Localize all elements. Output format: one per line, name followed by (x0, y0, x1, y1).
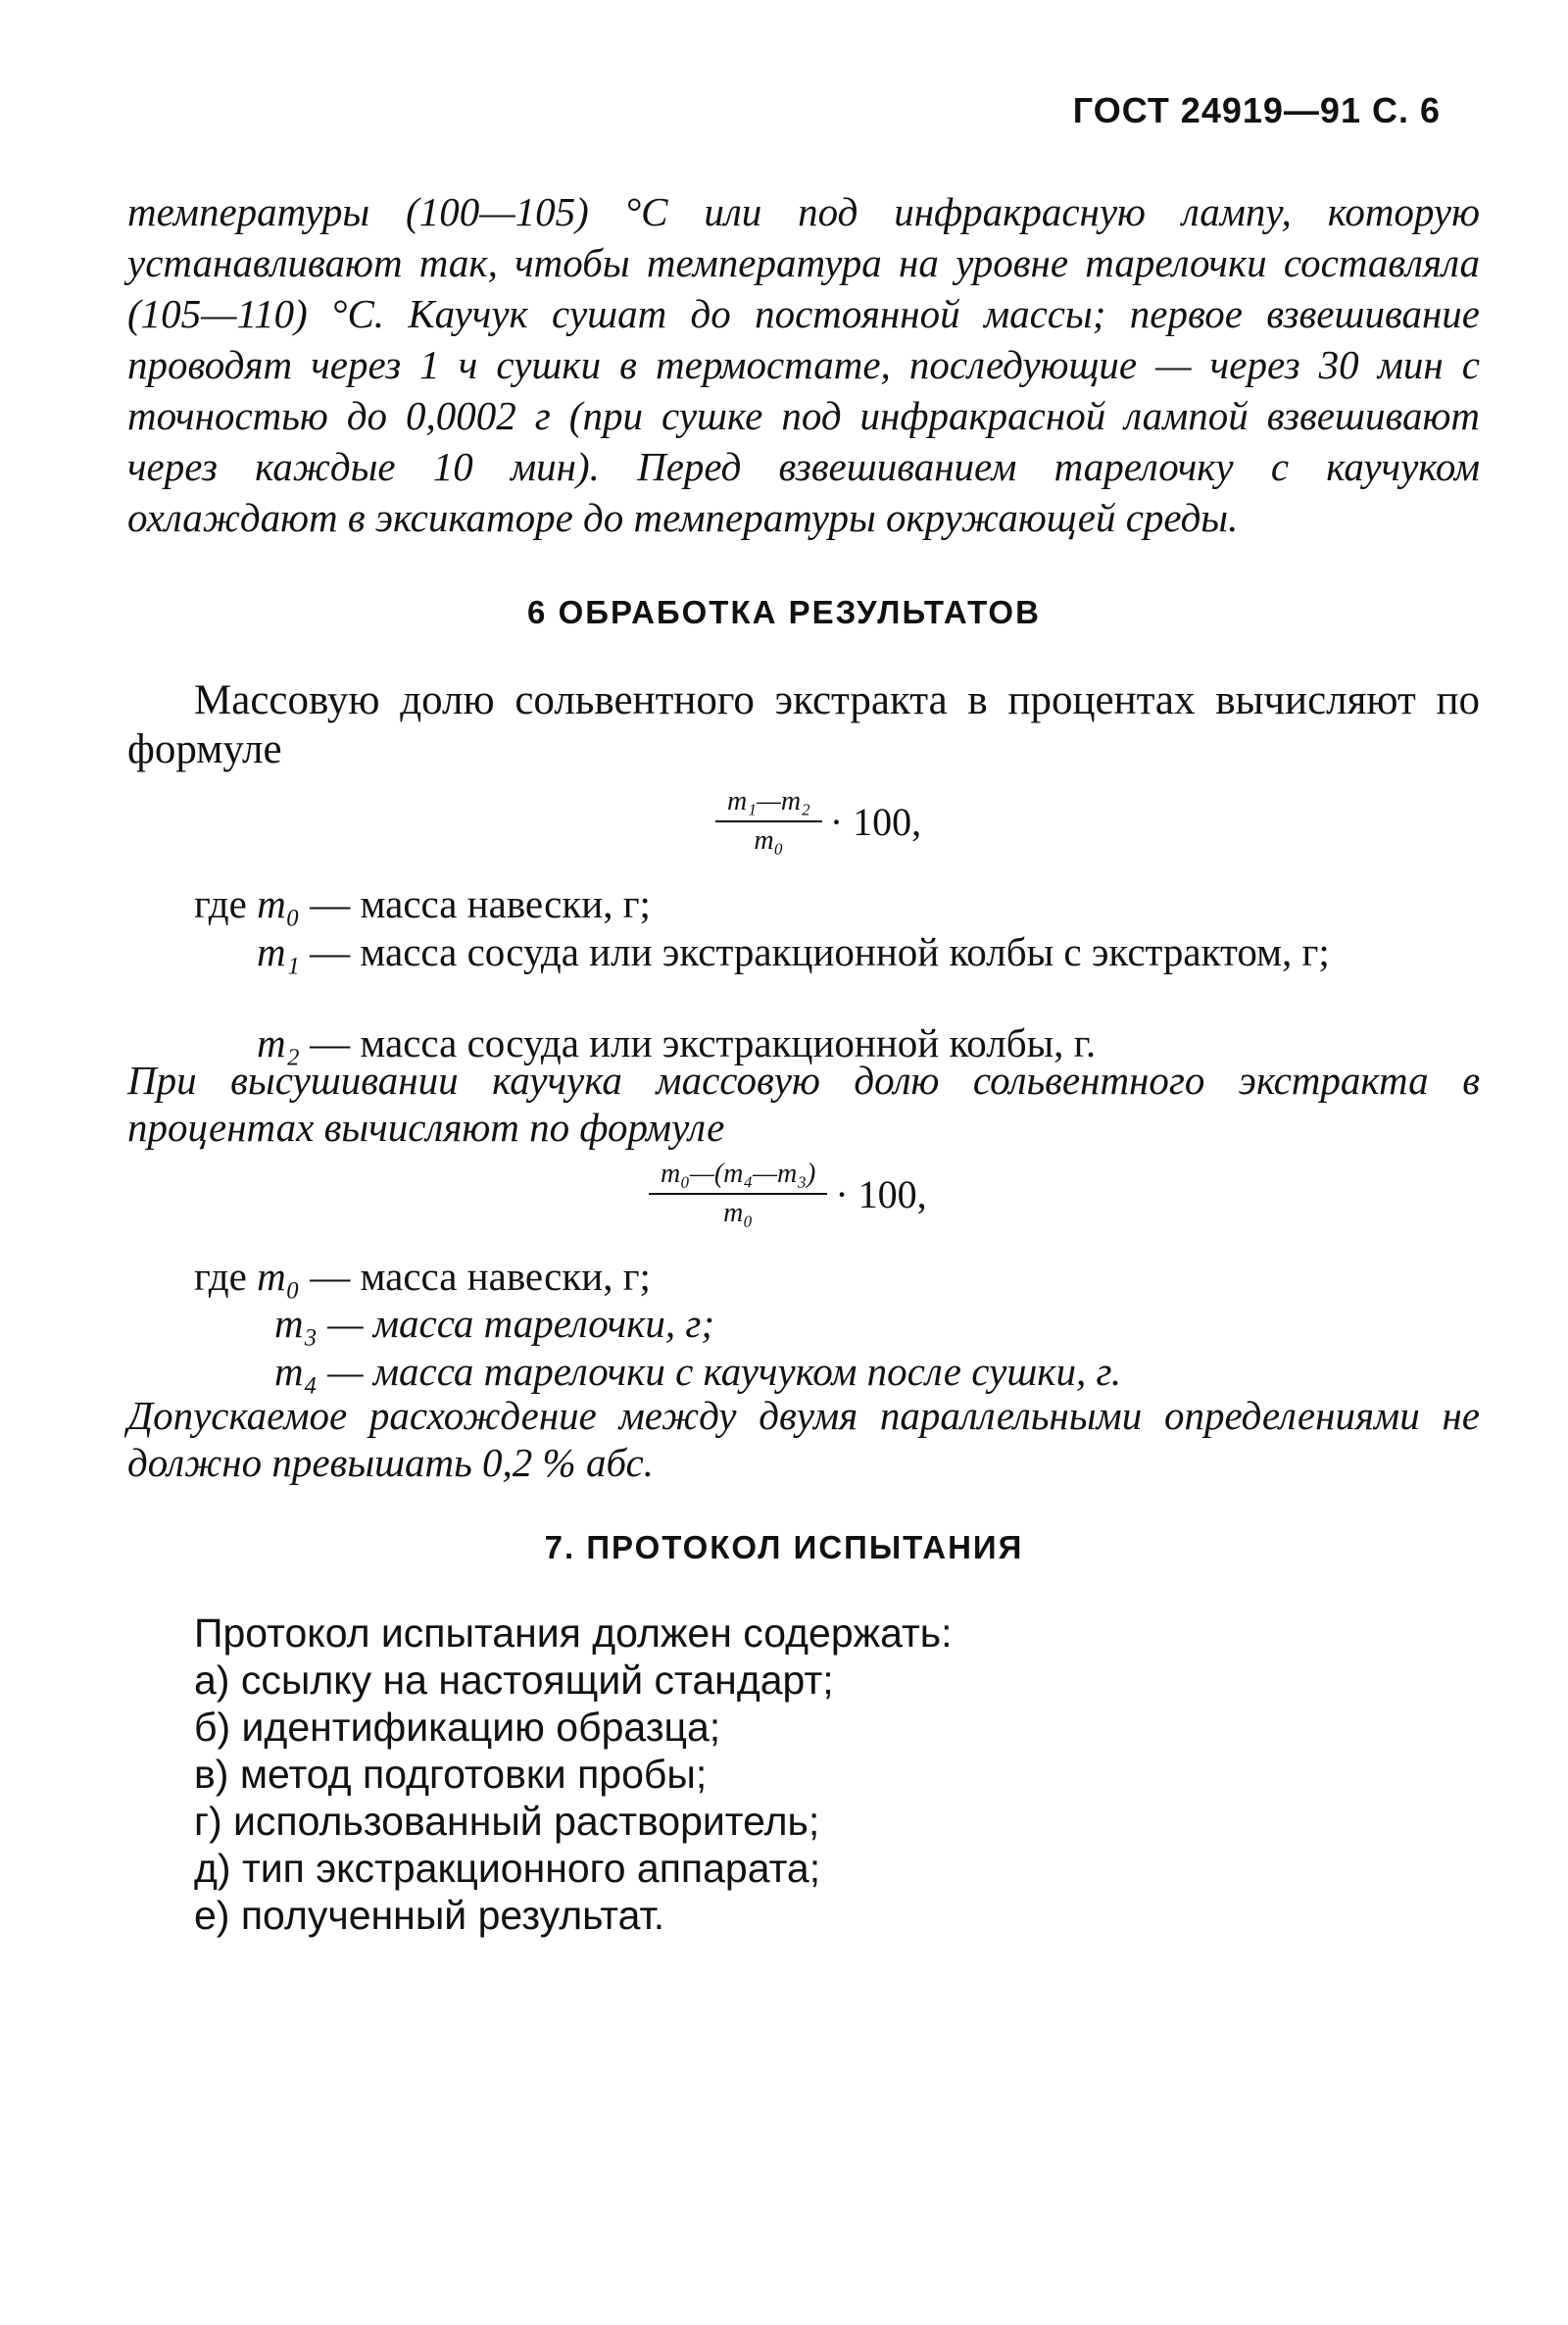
var-m1: m₁ (257, 929, 300, 974)
section-7-heading: 7. ПРОТОКОЛ ИСПЫТАНИЯ (544, 1529, 1024, 1565)
def-m1: — масса сосуда или экстракционной колбы с экстрактом, г; (299, 929, 1330, 974)
where-2-m3 (274, 1300, 714, 1347)
var-m3: m₃ (274, 1301, 318, 1346)
section-6-paragraph-2: При высушивании каучука массовую долю сольвентного экстракта в процентах вычисляют по формуле (127, 1058, 1480, 1150)
var-m4: m₄ (274, 1349, 318, 1394)
formula-1-numerator: m₁—m₂ (715, 786, 822, 822)
formula-1-fraction (715, 786, 822, 857)
list-item: е) полученный результат. (194, 1893, 665, 1938)
def-m0-2: — масса навески, г; (299, 1254, 651, 1299)
protocol-list (194, 1609, 953, 1939)
where-1-lead: где (194, 881, 247, 926)
where-1-m0 (194, 880, 651, 927)
formula-1-multiplier: · 100, (829, 799, 922, 844)
var-m0-2: m₀ (257, 1254, 300, 1299)
list-item: г) использованный растворитель; (194, 1799, 820, 1844)
def-m2: — масса сосуда или экстракционной колбы, г. (299, 1020, 1097, 1065)
section-6-paragraph-3: Допускаемое расхождение между двумя параллельными определениями не должно превышать 0,2 % абс. (127, 1393, 1480, 1485)
list-item: б) идентификацию образца; (194, 1705, 721, 1750)
formula-2-denominator: m₀ (723, 1198, 754, 1228)
formula-2-multiplier: · 100, (835, 1171, 927, 1216)
formula-1-denominator: m₀ (754, 825, 784, 856)
def-m0: — масса навески, г; (299, 881, 651, 926)
where-2-m0 (194, 1253, 651, 1300)
formula-2-fraction (649, 1159, 827, 1229)
formula-2 (649, 1159, 927, 1229)
def-m3: — масса тарелочки, г; (317, 1301, 715, 1346)
where-2-lead: где (194, 1254, 247, 1299)
list-item: д) тип экстракционного аппарата; (194, 1846, 821, 1891)
section-6-paragraph-1: Массовую долю сольвентного экстракта в процентах вычисляют по формуле (127, 677, 1480, 772)
var-m2: m₂ (257, 1020, 300, 1065)
intro-paragraph: температуры (100—105) °С или под инфракрасную лампу, которую устанавливают так, чтобы температура на уровне тарелочки составляла (105—110) °С. Каучук сушат до постоянной массы; первое взвешивание проводят через 1 ч сушки в термостате, последующие — через 30 мин с точностью до 0,0002 г (при сушке под инфракрасной лампой взвешивают через каждые 10 мин). Перед взвешиванием тарелочку с каучуком охлаждают в эксикаторе до температуры окружающей среды. (127, 189, 1480, 540)
page-header: ГОСТ 24919—91 С. 6 (1072, 90, 1441, 130)
protocol-intro: Протокол испытания должен содержать: (194, 1610, 953, 1656)
var-m0: m₀ (257, 881, 300, 926)
where-1-m1 (257, 928, 1482, 975)
def-m4: — масса тарелочки с каучуком после сушки, г. (317, 1349, 1122, 1394)
formula-2-numerator: m₀—(m₄—m₃) (649, 1159, 827, 1195)
formula-1 (715, 786, 921, 857)
list-item: а) ссылку на настоящий стандарт; (194, 1657, 834, 1703)
list-item: в) метод подготовки пробы; (194, 1752, 708, 1797)
where-2-m4 (274, 1348, 1121, 1395)
section-6-heading: 6 ОБРАБОТКА РЕЗУЛЬТАТОВ (527, 594, 1041, 630)
